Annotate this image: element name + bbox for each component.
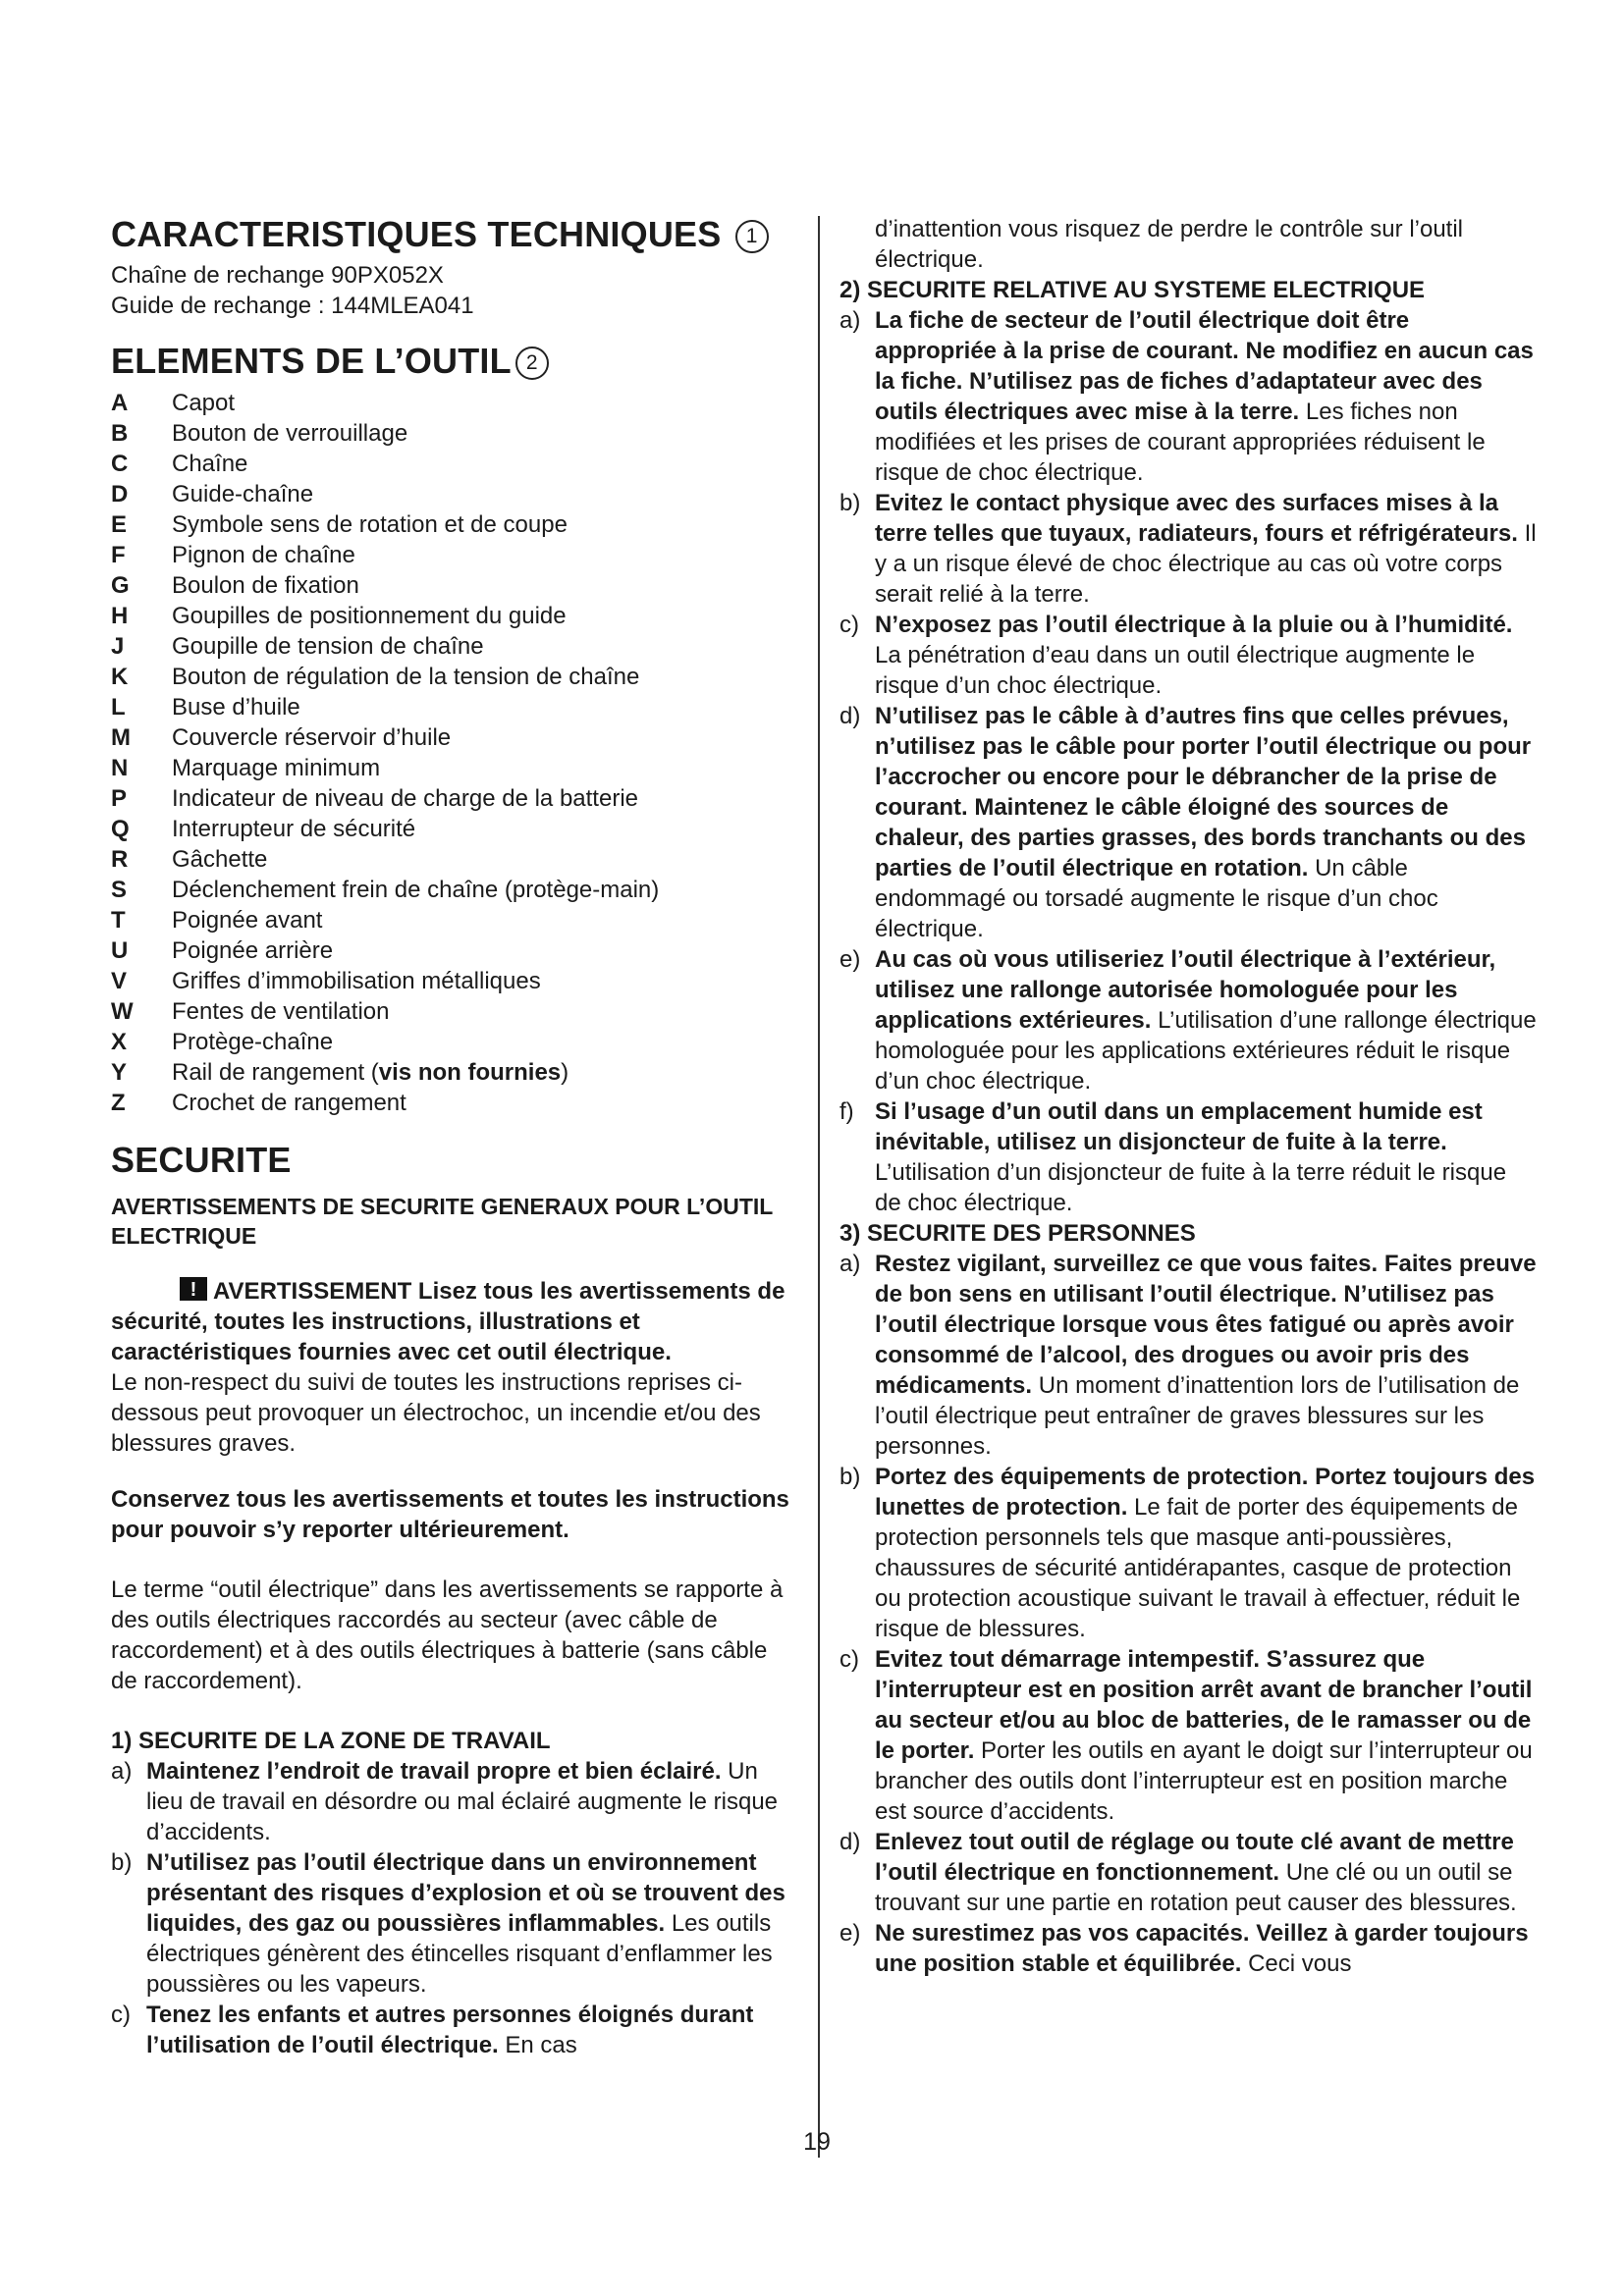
part-label: Bouton de verrouillage <box>172 419 408 447</box>
term-definition: Le terme “outil électrique” dans les avertissements se rapporte à des outils électriques raccordés au secteur (avec câble de raccordement) et à des outils électriques à batterie (sans câble de raccordement). <box>111 1576 784 1695</box>
item-bold: Maintenez l’endroit de travail propre et bien éclairé. <box>146 1758 722 1786</box>
part-item <box>111 388 798 418</box>
part-item <box>111 935 798 966</box>
part-item <box>111 570 798 601</box>
item-marker: a) <box>111 1758 133 1786</box>
item-bold: Si l’usage d’un outil dans un emplacement humide est inévitable, utilisez un disjoncteur de fuite à la terre. <box>875 1098 1483 1155</box>
part-item <box>111 631 798 662</box>
item-marker: d) <box>839 703 861 729</box>
right-column <box>839 214 1537 1979</box>
item-marker: b) <box>111 1849 133 1877</box>
figure-ref-2: 2 <box>515 347 549 380</box>
safety-item <box>839 488 1537 610</box>
page-number: 19 <box>803 2128 831 2156</box>
section-1-title: 1) SECURITE DE LA ZONE DE TRAVAIL <box>111 1728 551 1755</box>
part-item <box>111 418 798 449</box>
tech-specs <box>111 260 798 321</box>
item-bold: Portez des équipements de protection. Portez toujours des lunettes de protection. <box>875 1464 1536 1521</box>
safety-item <box>839 1918 1537 1979</box>
safety-item <box>111 1847 798 2000</box>
part-label: Interrupteur de sécurité <box>172 815 416 842</box>
section-3-list <box>839 1249 1537 1979</box>
item-marker: b) <box>839 490 861 516</box>
part-item <box>111 905 798 935</box>
part-label: Gâchette <box>172 845 268 873</box>
part-letter: B <box>111 419 129 447</box>
safety-item <box>111 1756 798 1847</box>
item-bold: N’utilisez pas le câble à d’autres fins que celles prévues, n’utilisez pas le câble pour porter l’outil électrique ou pour l’accrocher ou encore pour le débrancher de la prise de courant. Maintenez le câble éloigné des sources de chaleur, des parties grasses, des bords tranchants ou des parties de l’outil électrique en rotation. <box>875 703 1532 881</box>
item-text: Porter les outils en ayant le doigt sur l’interrupteur ou brancher des outils dont l’interrupteur est en position marche est source d’accidents. <box>875 1737 1533 1825</box>
column-divider <box>818 216 820 2158</box>
part-label: Bouton de régulation de la tension de chaîne <box>172 663 640 690</box>
part-letter: N <box>111 754 129 781</box>
item-text: Les fiches non modifiées et les prises de courant appropriées réduisent le risque de choc électrique. <box>875 399 1486 486</box>
item-text: Les outils électriques génèrent des étincelles risquant d’enflammer les poussières ou les vapeurs. <box>146 1910 773 1999</box>
part-letter: A <box>111 389 129 416</box>
section-2-title: 2) SECURITE RELATIVE AU SYSTEME ELECTRIQUE <box>839 277 1426 303</box>
part-letter: W <box>111 997 134 1025</box>
part-letter: C <box>111 450 129 477</box>
part-label: Capot <box>172 389 236 416</box>
part-letter: J <box>111 632 125 660</box>
part-letter: S <box>111 876 128 903</box>
item-text: Un moment d’inattention lors de l’utilisation de l’outil électrique peut entraîner de graves blessures sur les personnes. <box>875 1372 1520 1460</box>
item-text: En cas <box>498 2032 577 2059</box>
part-label: Buse d’huile <box>172 693 300 721</box>
part-letter: Q <box>111 815 130 842</box>
item-bold: Restez vigilant, surveillez ce que vous faites. Faites preuve de bon sens en utilisant l’outil électrique. N’utilisez pas l’outil électrique lorsque vous êtes fatigué ou après avoir consommé de l’alcool, des drogues ou avoir pris des médicaments. <box>875 1251 1537 1399</box>
warning-block <box>111 1276 798 1459</box>
item-marker: d) <box>839 1829 861 1855</box>
part-letter: F <box>111 541 126 568</box>
left-column <box>111 214 798 2060</box>
section-1-list <box>111 1756 798 2060</box>
part-letter: U <box>111 936 129 964</box>
warning-icon <box>180 1277 207 1301</box>
part-letter: H <box>111 602 129 629</box>
item-text: Un lieu de travail en désordre ou mal éclairé augmente le risque d’accidents. <box>146 1758 779 1846</box>
parts-list <box>111 388 798 1057</box>
part-item <box>111 1027 798 1057</box>
part-label: Protège-chaîne <box>172 1028 334 1055</box>
part-letter: D <box>111 480 129 507</box>
part-item <box>111 540 798 570</box>
tech-title: CARACTERISTIQUES TECHNIQUES 1 <box>111 214 798 254</box>
part-item <box>111 601 798 631</box>
section-3-title: 3) SECURITE DES PERSONNES <box>839 1220 1196 1247</box>
securite-subtitle: AVERTISSEMENTS DE SECURITE GENERAUX POUR L’OUTIL ELECTRIQUE <box>111 1194 773 1250</box>
part-item: Y Rail de rangement (vis non fournies) <box>111 1058 569 1086</box>
item-bold: La fiche de secteur de l’outil électrique doit être appropriée à la prise de courant. Ne modifiez en aucun cas la fiche. N’utilisez pas de fiches d’adaptateur avec des outils électriques avec mise à la terre. <box>875 307 1534 425</box>
safety-item <box>839 944 1537 1096</box>
part-item <box>111 722 798 753</box>
item-text: Il y a un risque élevé de choc électrique au cas où votre corps serait relié à la terre. <box>875 520 1537 608</box>
item-text: Ceci vous <box>1241 1950 1352 1977</box>
securite-title: SECURITE <box>111 1139 292 1180</box>
part-item <box>111 844 798 875</box>
section-2-list <box>839 305 1537 1218</box>
part-label: Goupille de tension de chaîne <box>172 632 484 660</box>
item-marker: a) <box>839 307 861 334</box>
safety-item <box>839 305 1537 488</box>
part-label: Fentes de ventilation <box>172 997 390 1025</box>
part-label: Symbole sens de rotation et de coupe <box>172 510 568 538</box>
item-text: Une clé ou un outil se trouvant sur une partie en rotation peut causer des blessures. <box>875 1859 1517 1916</box>
part-item <box>111 966 798 996</box>
safety-item <box>839 701 1537 944</box>
item-bold: Evitez le contact physique avec des surfaces mises à la terre telles que tuyaux, radiateurs, fours et réfrigérateurs. <box>875 490 1518 547</box>
safety-item <box>111 2000 798 2060</box>
item-bold: N’exposez pas l’outil électrique à la pluie ou à l’humidité. <box>875 612 1513 638</box>
item-marker: a) <box>839 1251 861 1277</box>
item-text: L’utilisation d’un disjoncteur de fuite à la terre réduit le risque de choc électrique. <box>875 1159 1507 1216</box>
part-item <box>111 875 798 905</box>
item-marker: c) <box>111 2002 131 2029</box>
safety-item <box>839 1644 1537 1827</box>
item-marker: f) <box>839 1098 854 1125</box>
part-label: Guide-chaîne <box>172 480 314 507</box>
warning-text: Le non-respect du suivi de toutes les instructions reprises ci-dessous peut provoquer un électrochoc, un incendie et/ou des blessures graves. <box>111 1369 761 1458</box>
part-label: Couvercle réservoir d’huile <box>172 723 452 751</box>
safety-item <box>839 1827 1537 1918</box>
part-item <box>111 509 798 540</box>
safety-item <box>839 1096 1537 1218</box>
spare-chain: Chaîne de rechange 90PX052X <box>111 262 444 290</box>
item-text: Le fait de porter des équipements de protection personnels tels que masque anti-poussières, chaussures de sécurité antidérapantes, casque de protection ou protection acoustique suivant le travail à effectuer, réduit le risque de blessures. <box>875 1494 1521 1642</box>
elements-title: ELEMENTS DE L’OUTIL 2 <box>111 341 798 381</box>
part-letter: E <box>111 510 128 538</box>
item-bold: Evitez tout démarrage intempestif. S’assurez que l’interrupteur est en position arrêt avant de brancher l’outil au secteur et/ou au bloc de batteries, de le ramasser ou de le porter. <box>875 1646 1533 1764</box>
spare-guide: Guide de rechange : 144MLEA041 <box>111 293 474 320</box>
part-item <box>111 814 798 844</box>
part-item <box>111 479 798 509</box>
item-marker: b) <box>839 1464 861 1490</box>
part-label: Indicateur de niveau de charge de la batterie <box>172 784 638 812</box>
item-text: L’utilisation d’une rallonge électrique homologuée pour les applications extérieures réduit le risque d’un choc électrique. <box>875 1007 1537 1095</box>
item-bold: Ne surestimez pas vos capacités. Veillez à garder toujours une position stable et équilibrée. <box>875 1920 1529 1977</box>
item-marker: c) <box>839 1646 859 1673</box>
item-text: Un câble endommagé ou torsadé augmente le risque d’un choc électrique. <box>875 855 1438 942</box>
part-label: Boulon de fixation <box>172 571 359 599</box>
item-marker: c) <box>839 612 859 638</box>
safety-item <box>839 1462 1537 1644</box>
continued-text: d’inattention vous risquez de perdre le contrôle sur l’outil électrique. <box>875 216 1464 273</box>
part-letter: P <box>111 784 128 812</box>
part-letter: M <box>111 723 131 751</box>
part-letter: G <box>111 571 130 599</box>
item-bold: Tenez les enfants et autres personnes éloignés durant l’utilisation de l’outil électrique. <box>146 2002 754 2059</box>
part-label: Griffes d’immobilisation métalliques <box>172 967 541 994</box>
part-label: Poignée avant <box>172 906 323 934</box>
item-bold: Enlevez tout outil de réglage ou toute clé avant de mettre l’outil électrique en fonctionnement. <box>875 1829 1514 1886</box>
part-label: Chaîne <box>172 450 248 477</box>
keep-instructions: Conservez tous les avertissements et toutes les instructions pour pouvoir s’y reporter ultérieurement. <box>111 1486 789 1544</box>
part-item <box>111 753 798 783</box>
warning-bold: AVERTISSEMENT Lisez tous les avertissements de sécurité, toutes les instructions, illustrations et caractéristiques fournies avec cet outil électrique. <box>111 1278 785 1366</box>
part-letter: K <box>111 663 129 690</box>
part-letter: V <box>111 967 128 994</box>
safety-item <box>839 610 1537 701</box>
part-label: Déclenchement frein de chaîne (protège-main) <box>172 876 660 903</box>
part-item <box>111 449 798 479</box>
part-label: Poignée arrière <box>172 936 334 964</box>
part-label: Pignon de chaîne <box>172 541 355 568</box>
part-letter: X <box>111 1028 128 1055</box>
part-item <box>111 996 798 1027</box>
item-text: La pénétration d’eau dans un outil électrique augmente le risque d’un choc électrique. <box>875 642 1476 699</box>
part-label: Goupilles de positionnement du guide <box>172 602 567 629</box>
part-item <box>111 662 798 692</box>
part-letter: T <box>111 906 126 934</box>
part-letter: R <box>111 845 129 873</box>
part-item: Z Crochet de rangement <box>111 1089 406 1116</box>
figure-ref-1: 1 <box>735 220 769 253</box>
item-marker: e) <box>839 946 861 973</box>
part-item <box>111 692 798 722</box>
item-marker: e) <box>839 1920 861 1947</box>
part-label: Marquage minimum <box>172 754 381 781</box>
item-bold: Au cas où vous utiliseriez l’outil électrique à l’extérieur, utilisez une rallonge autorisée homologuée pour les applications extérieures. <box>875 946 1496 1034</box>
part-letter: L <box>111 693 126 721</box>
part-item <box>111 783 798 814</box>
item-bold: N’utilisez pas l’outil électrique dans un environnement présentant des risques d’explosion et où se trouvent des liquides, des gaz ou poussières inflammables. <box>146 1849 785 1938</box>
safety-item <box>839 1249 1537 1462</box>
